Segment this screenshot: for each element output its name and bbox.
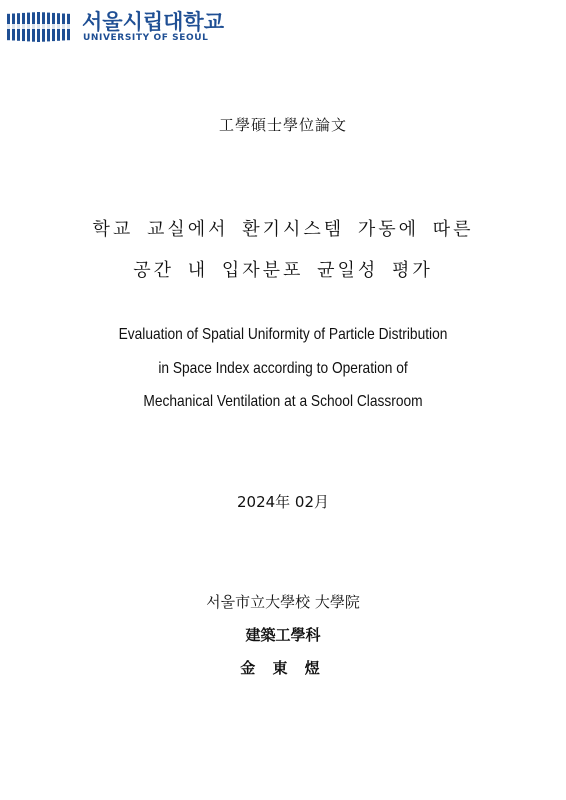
emblem-band (6, 24, 72, 29)
university-logo (6, 6, 225, 46)
english-title-line-3: Mechanical Ventilation at a School Classroom (143, 393, 423, 410)
department: 建築工學科 (245, 626, 321, 644)
graduate-school: 서울市立大學校 大學院 (206, 593, 360, 611)
submission-date: 2024年 02月 (236, 493, 330, 511)
english-title-line-2: in Space Index according to Operation of (158, 360, 408, 377)
author-name: 金 東 煜 (240, 659, 326, 677)
degree-type: 工學碩士學位論文 (218, 116, 347, 134)
korean-title-line-1: 학교 교실에서 환기시스템 가동에 따른 (92, 219, 474, 240)
english-title-line-1: Evaluation of Spatial Uniformity of Particle Distribution (118, 326, 448, 343)
logo-korean-name: 서울시립대학교 (82, 10, 225, 34)
logo-english-name: UNIVERSITY OF SEOUL (83, 33, 209, 43)
korean-title-line-2: 공간 내 입자분포 균일성 평가 (133, 260, 433, 281)
university-emblem-icon (6, 10, 72, 44)
